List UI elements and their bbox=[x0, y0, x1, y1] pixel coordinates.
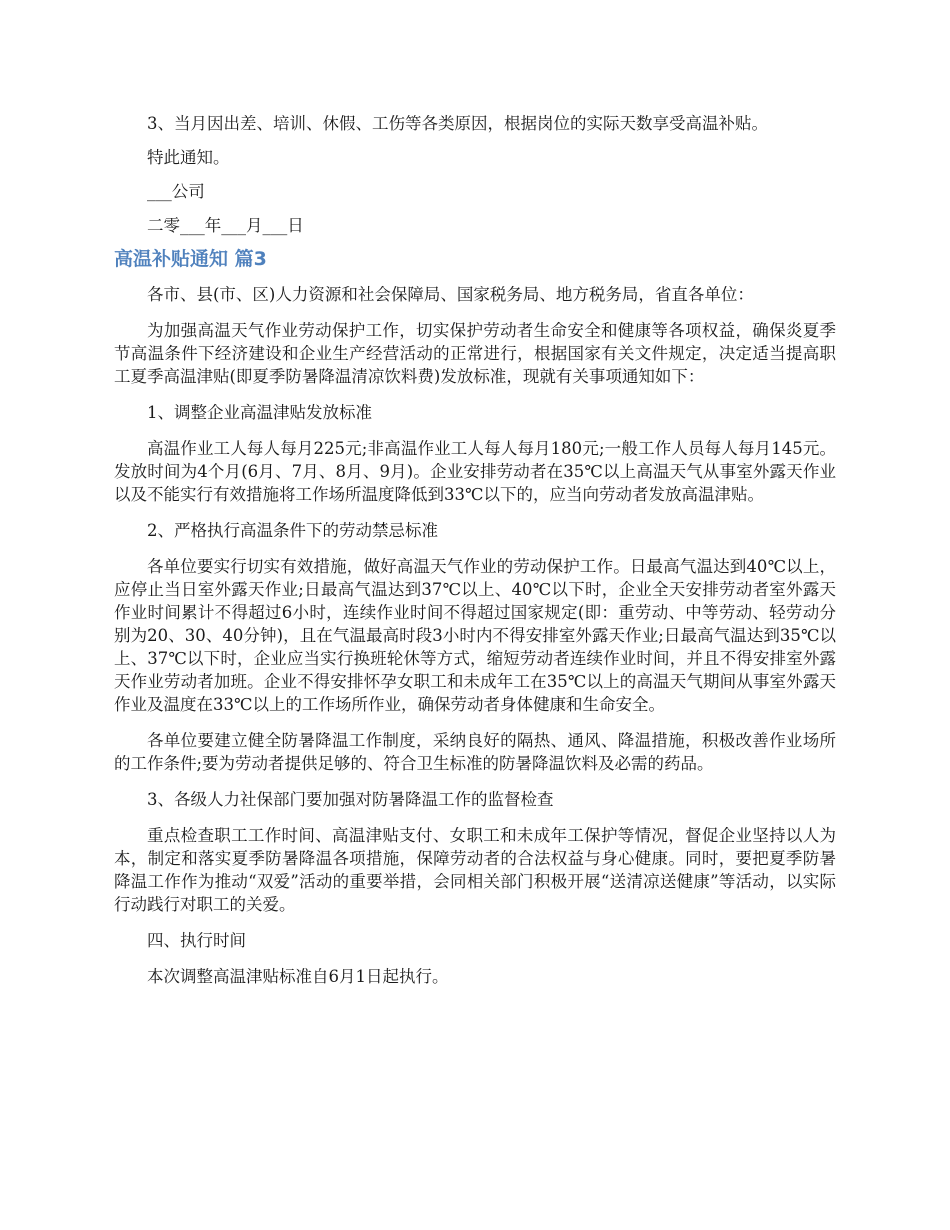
company-line: ___公司 bbox=[147, 182, 205, 201]
paragraph-item-3: 3、当月因出差、培训、休假、工伤等各类原因，根据岗位的实际天数享受高温补贴。 bbox=[147, 114, 768, 133]
subheading-2: 2、严格执行高温条件下的劳动禁忌标准 bbox=[147, 521, 438, 540]
paragraph-subsidy-standard: 高温作业工人每人每月225元;非高温作业工人每人每月180元;一般工作人员每人每月145元。发放时间为4个月(6月、7月、8月、9月)。企业安排劳动者在35℃以上高温天气从事室外露天作业以及不能实行有效措施将工作场所温度降低到33℃以下的，应当向劳动者发放高温津贴。 bbox=[114, 439, 836, 504]
paragraph-cooling-system: 各单位要建立健全防暑降温工作制度，采纳良好的隔热、通风、降温措施，积极改善作业场所的工作条件;要为劳动者提供足够的、符合卫生标准的防暑降温饮料及必需的药品。 bbox=[114, 731, 836, 773]
section-heading: 高温补贴通知 篇3 bbox=[114, 248, 267, 270]
addressee-line: 各市、县(市、区)人力资源和社会保障局、国家税务局、地方税务局，省直各单位： bbox=[147, 285, 754, 304]
paragraph-labor-taboo: 各单位要实行切实有效措施，做好高温天气作业的劳动保护工作。日最高气温达到40℃以上，应停止当日室外露天作业;日最高气温达到37℃以上、40℃以下时，企业全天安排劳动者室外露天作业时间累计不得超过6小时，连续作业时间不得超过国家规定(即：重劳动、中等劳动、轻劳动分别为20、30、40分钟)，且在气温最高时段3小时内不得安排室外露天作业;日最高气温达到35℃以上、37℃以下时，企业应当实行换班轮休等方式，缩短劳动者连续作业时间，并且不得安排室外露天作业劳动者加班。企业不得安排怀孕女职工和未成年工在35℃以上的高温天气期间从事室外露天作业及温度在33℃以上的工作场所作业，确保劳动者身体健康和生命安全。 bbox=[114, 557, 836, 714]
subheading-4: 四、执行时间 bbox=[147, 931, 246, 950]
document-page bbox=[114, 112, 836, 988]
paragraph-supervision: 重点检查职工工作时间、高温津贴支付、女职工和未成年工保护等情况，督促企业坚持以人为本，制定和落实夏季防暑降温各项措施，保障劳动者的合法权益与身心健康。同时，要把夏季防暑降温工作作为推动“双爱”活动的重要举措，会同相关部门积极开展“送清凉送健康”等活动，以实际行动践行对职工的关爱。 bbox=[114, 826, 836, 914]
intro-paragraph: 为加强高温天气作业劳动保护工作，切实保护劳动者生命安全和健康等各项权益，确保炎夏季节高温条件下经济建设和企业生产经营活动的正常进行，根据国家有关文件规定，决定适当提高职工夏季高温津贴(即夏季防暑降温清凉饮料费)发放标准，现就有关事项通知如下： bbox=[114, 321, 836, 386]
date-line: 二零___年___月___日 bbox=[147, 216, 304, 235]
notice-line: 特此通知。 bbox=[147, 148, 230, 167]
subheading-1: 1、调整企业高温津贴发放标准 bbox=[147, 403, 372, 422]
paragraph-effective-date: 本次调整高温津贴标准自6月1日起执行。 bbox=[147, 967, 449, 986]
subheading-3: 3、各级人力社保部门要加强对防暑降温工作的监督检查 bbox=[147, 790, 554, 809]
